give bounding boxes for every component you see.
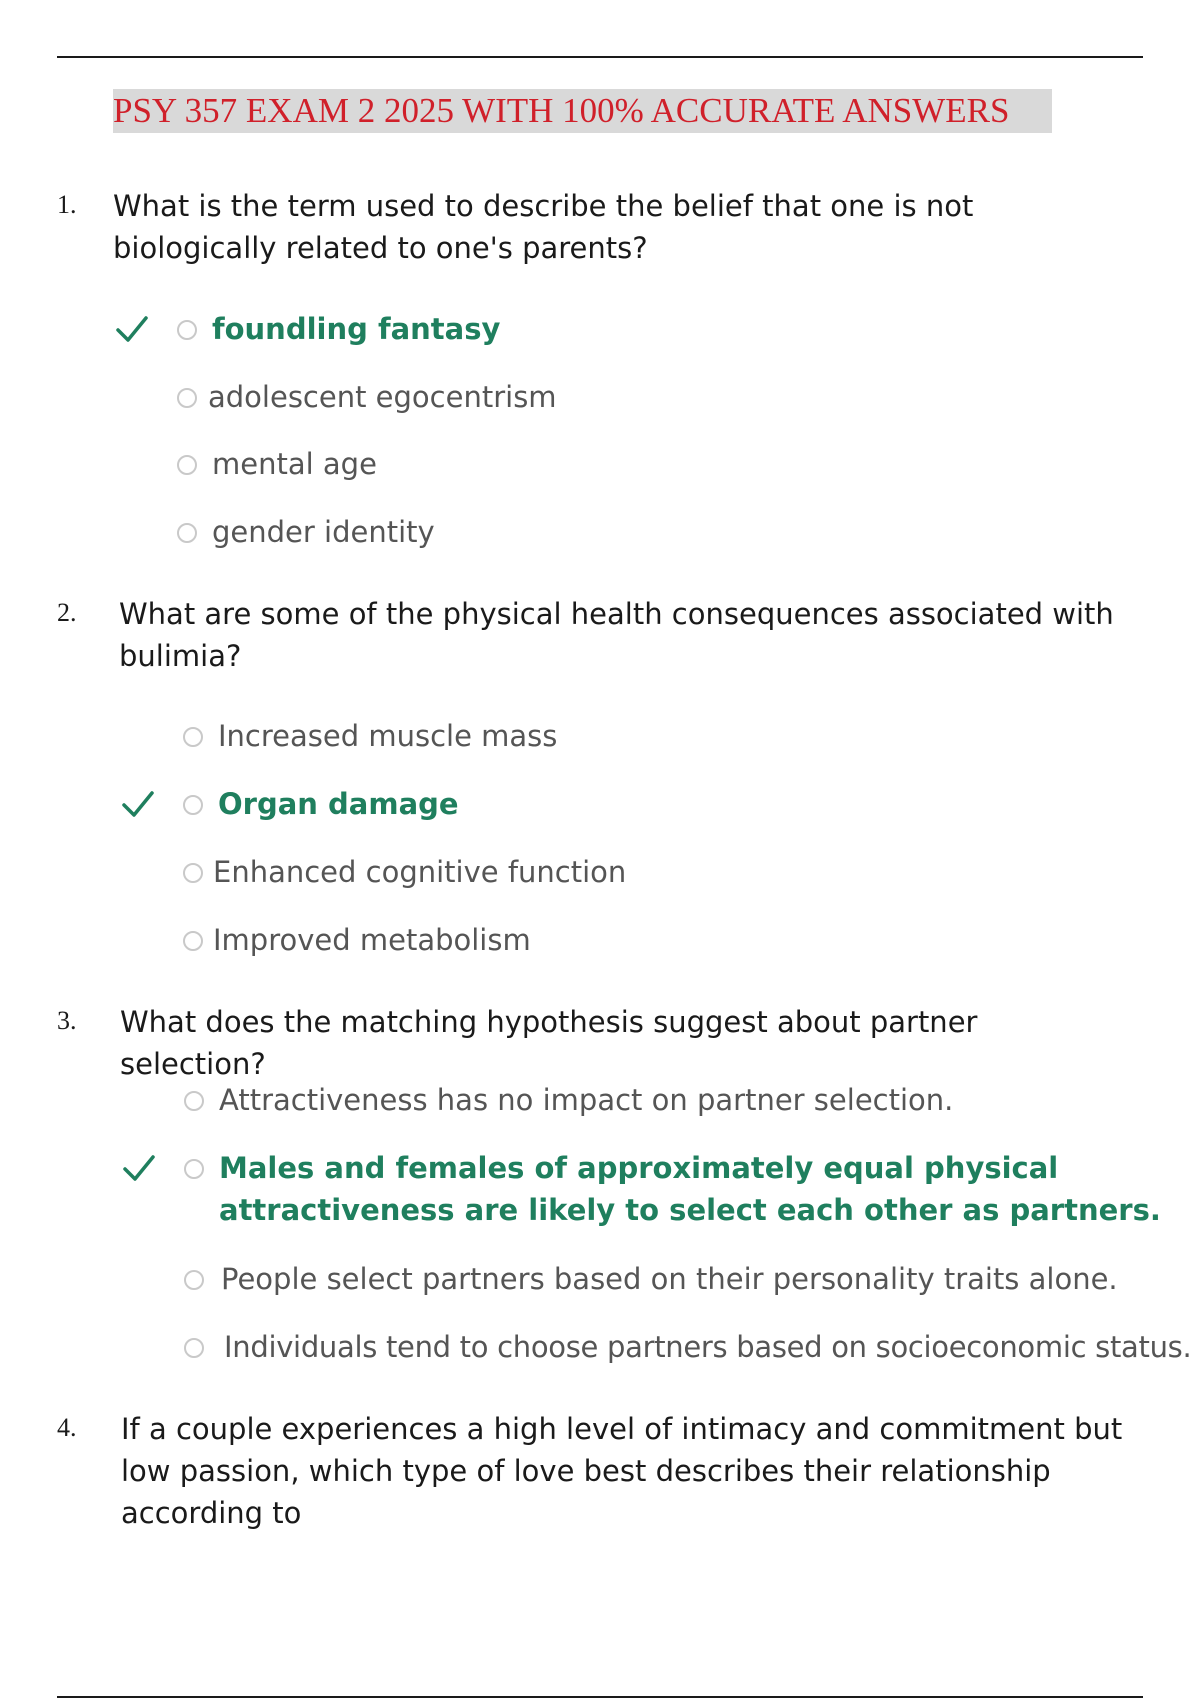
option-row[interactable] [0,443,1200,487]
option-row[interactable] [0,376,1200,420]
question-text: If a couple experiences a high level of intimacy and commitment but low passion, which type of love best describes their relationship according to [121,1412,1123,1530]
page-title: PSY 357 EXAM 2 2025 WITH 100% ACCURATE ANSWERS [113,91,1010,130]
question-text: What are some of the physical health consequences associated with bulimia? [119,597,1114,673]
question-text: What is the term used to describe the belief that one is not biologically related to one's parents? [113,189,974,265]
option-label: Individuals tend to choose partners based on socioeconomic status. [224,1330,1192,1364]
radio-button[interactable] [184,1159,204,1179]
radio-button[interactable] [183,863,203,883]
question-text: What does the matching hypothesis suggest about partner selection? [120,1005,978,1081]
question-number: 1. [57,190,77,219]
option-label: Males and females of approximately equal physical attractiveness are likely to select each other as partners. [219,1151,1161,1227]
radio-button[interactable] [184,1338,204,1358]
option-row[interactable] [0,919,1200,963]
radio-button[interactable] [177,320,197,340]
question-number: 2. [57,598,77,627]
option-row[interactable] [0,715,1200,759]
option-label: Improved metabolism [213,923,531,957]
radio-button[interactable] [177,388,197,408]
radio-button[interactable] [177,523,197,543]
checkmark-icon [115,314,149,344]
option-label: People select partners based on their personality traits alone. [221,1262,1118,1296]
radio-button[interactable] [177,455,197,475]
option-label: gender identity [212,515,435,549]
option-label: foundling fantasy [212,312,501,346]
top-rule [57,56,1143,58]
option-label: Attractiveness has no impact on partner selection. [219,1083,954,1117]
option-label: Organ damage [218,787,459,821]
option-row[interactable] [0,851,1200,895]
checkmark-icon [121,789,155,819]
radio-button[interactable] [184,1270,204,1290]
option-row[interactable] [0,1258,1200,1302]
option-row[interactable] [0,511,1200,555]
option-label: mental age [212,447,377,481]
option-row[interactable] [0,1147,1200,1237]
option-row[interactable] [0,1079,1200,1123]
option-label: Enhanced cognitive function [213,855,627,889]
bottom-rule [57,1696,1143,1698]
checkmark-icon [122,1153,156,1183]
question-number: 3. [57,1006,77,1035]
option-label: adolescent egocentrism [208,380,557,414]
radio-button[interactable] [183,795,203,815]
question-number: 4. [57,1413,77,1442]
radio-button[interactable] [183,727,203,747]
option-row[interactable] [0,308,1200,352]
option-row[interactable] [0,1326,1200,1370]
radio-button[interactable] [184,1091,204,1111]
radio-button[interactable] [183,931,203,951]
option-row[interactable] [0,783,1200,827]
option-label: Increased muscle mass [218,719,558,753]
